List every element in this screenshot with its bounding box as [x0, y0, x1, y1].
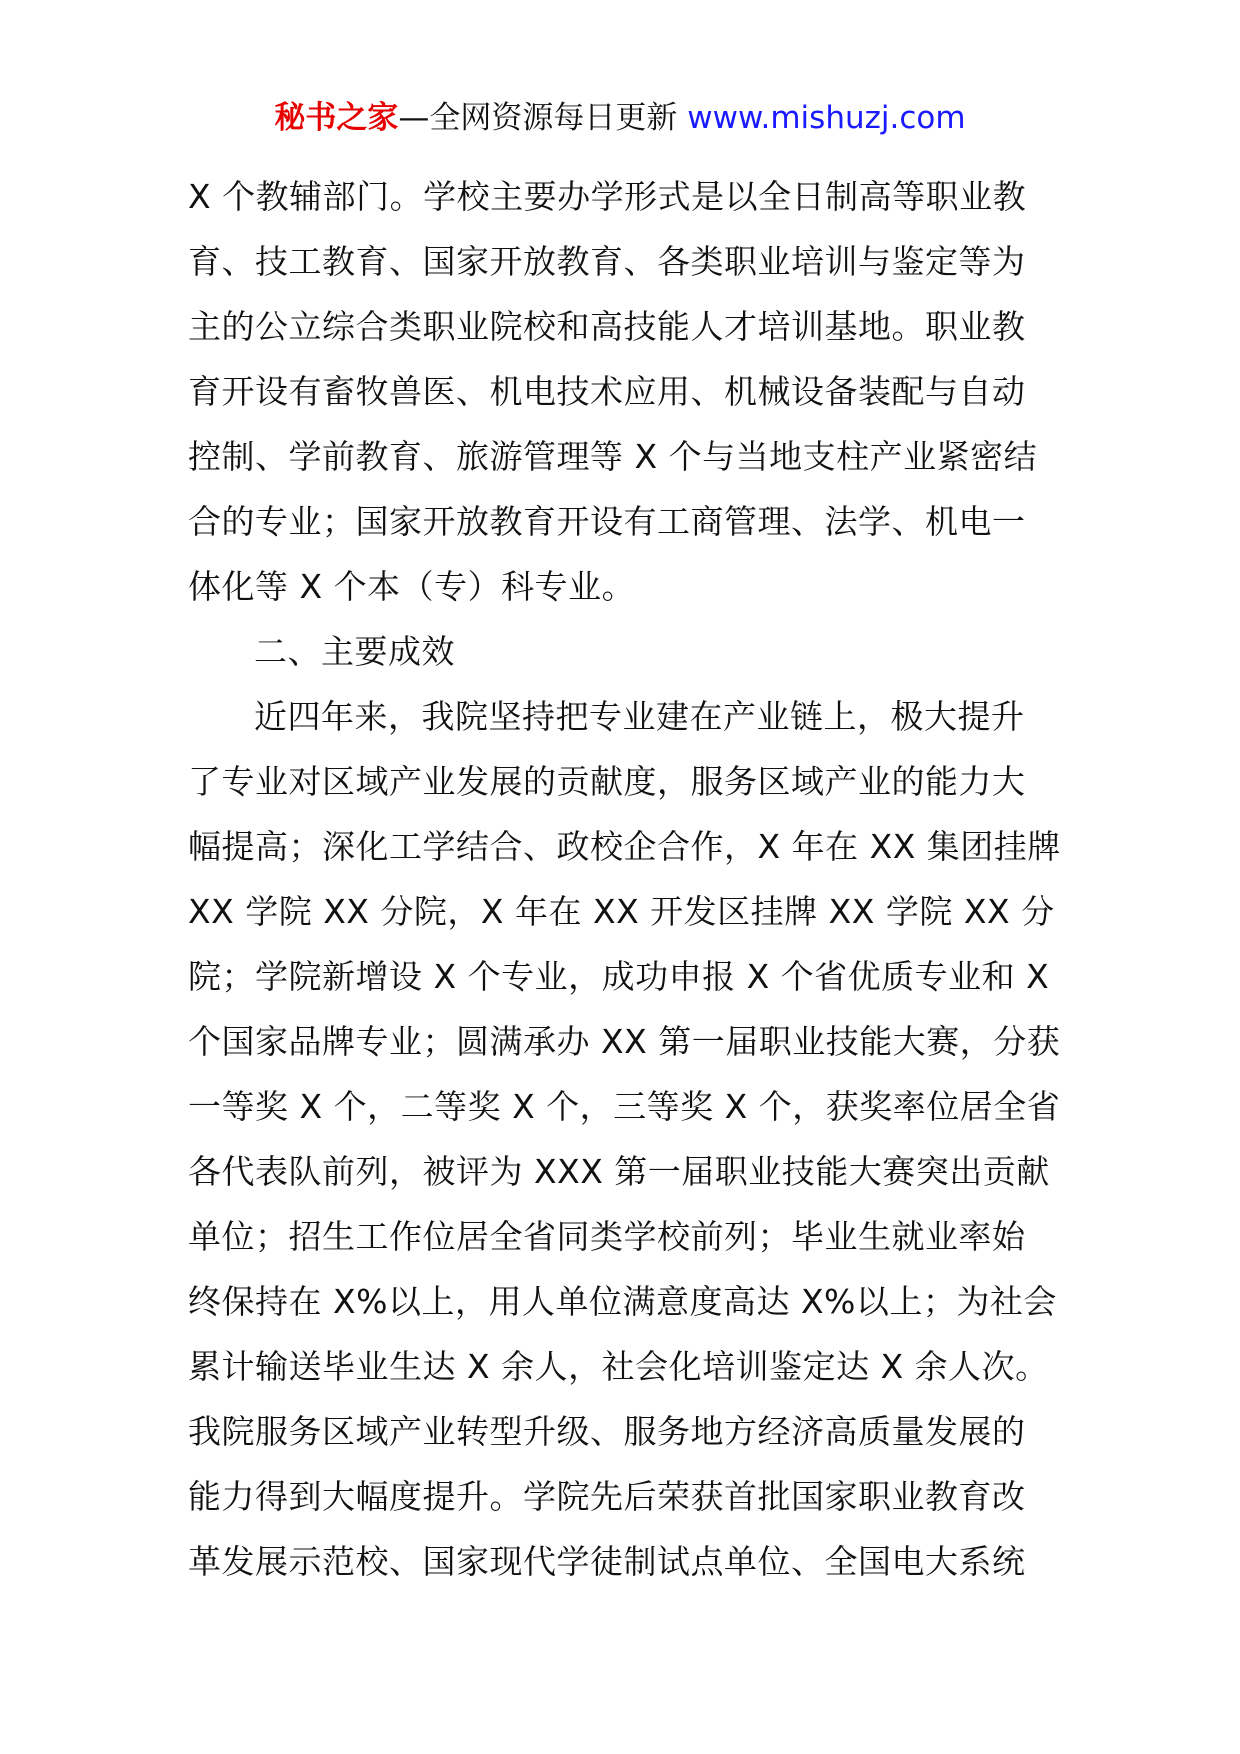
website-link[interactable]: www.mishuzj.com [687, 100, 966, 136]
text-line: 控制、学前教育、旅游管理等 X 个与当地支柱产业紧密结 [188, 437, 1038, 476]
section-heading: 二、主要成效 [254, 632, 455, 671]
text-line: 能力得到大幅度提升。学院先后荣获首批国家职业教育改 [188, 1477, 1026, 1516]
text-line: 个国家品牌专业；圆满承办 XX 第一届职业技能大赛，分获 [188, 1022, 1061, 1061]
page-header [0, 98, 1240, 138]
paragraph-first-line: 近四年来，我院坚持把专业建在产业链上，极大提升 [254, 697, 1025, 736]
text-line: 合的专业；国家开放教育开设有工商管理、法学、机电一 [188, 502, 1026, 541]
text-line: 主的公立综合类职业院校和高技能人才培训基地。职业教 [188, 307, 1026, 346]
text-line: 单位；招生工作位居全省同类学校前列；毕业生就业率始 [188, 1217, 1026, 1256]
text-line: XX 学院 XX 分院，X 年在 XX 开发区挂牌 XX 学院 XX 分 [188, 892, 1055, 931]
text-line: 育开设有畜牧兽医、机电技术应用、机械设备装配与自动 [188, 372, 1026, 411]
text-line: 幅提高；深化工学结合、政校企合作，X 年在 XX 集团挂牌 [188, 827, 1061, 866]
text-line: 育、技工教育、国家开放教育、各类职业培训与鉴定等为 [188, 242, 1026, 281]
header-tagline: —全网资源每日更新 [398, 100, 678, 136]
text-line: 一等奖 X 个，二等奖 X 个，三等奖 X 个，获奖率位居全省 [188, 1087, 1061, 1126]
text-line: 体化等 X 个本（专）科专业。 [188, 567, 636, 606]
brand-name: 秘书之家 [274, 100, 399, 136]
text-line: 革发展示范校、国家现代学徒制试点单位、全国电大系统 [188, 1542, 1026, 1581]
text-line: 院；学院新增设 X 个专业，成功申报 X 个省优质专业和 X [188, 957, 1050, 996]
text-line: X 个教辅部门。学校主要办学形式是以全日制高等职业教 [188, 177, 1027, 216]
document-body [188, 164, 1068, 1594]
text-line: 各代表队前列，被评为 XXX 第一届职业技能大赛突出贡献 [188, 1152, 1050, 1191]
text-line: 累计输送毕业生达 X 余人，社会化培训鉴定达 X 余人次。 [188, 1347, 1049, 1386]
text-line: 终保持在 X%以上，用人单位满意度高达 X%以上；为社会 [188, 1282, 1057, 1321]
text-line: 我院服务区域产业转型升级、服务地方经济高质量发展的 [188, 1412, 1026, 1451]
text-line: 了专业对区域产业发展的贡献度，服务区域产业的能力大 [188, 762, 1026, 801]
